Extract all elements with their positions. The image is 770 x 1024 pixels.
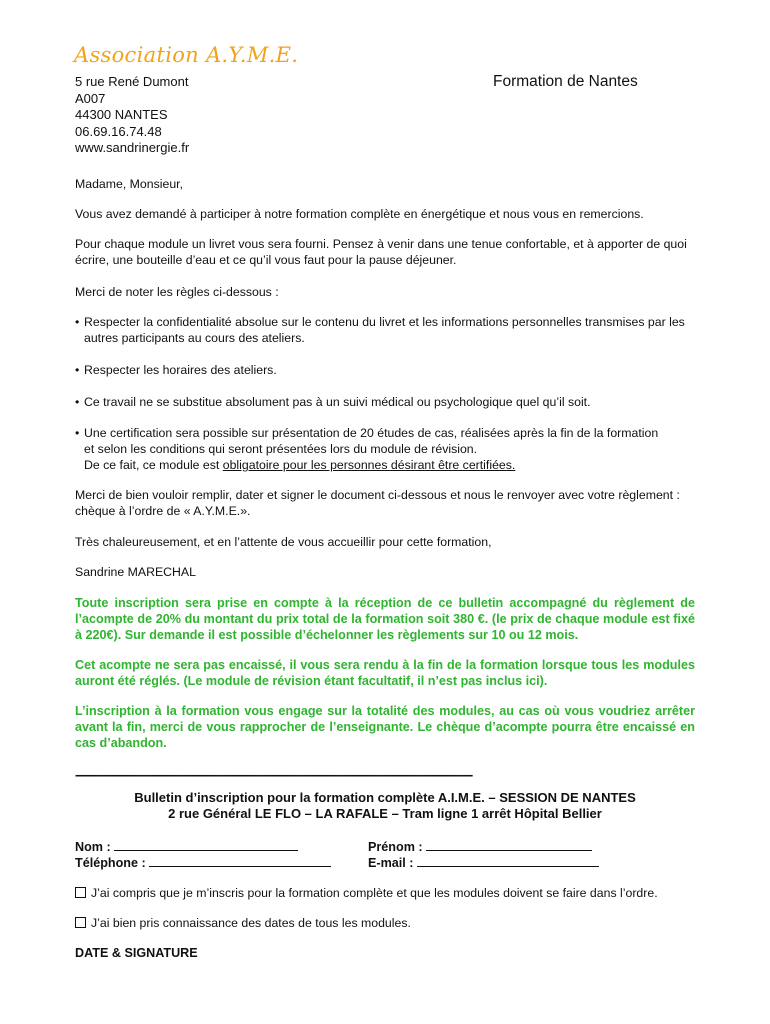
checkbox-square[interactable] xyxy=(75,887,86,898)
date-signature-label: DATE & SIGNATURE xyxy=(75,946,198,960)
bullet-mark: • xyxy=(75,426,80,440)
rule-text-underlined: obligatoire pour les personnes désirant être certifiées. xyxy=(222,458,516,472)
nom-field[interactable] xyxy=(75,838,298,855)
paragraph-instructions: Merci de bien vouloir remplir, dater et signer le document ci-dessous et nous le renvoyer avec votre règlement : chèque à l’ordre de « A.Y.M.E.». xyxy=(75,488,680,518)
rule-text-line3: De ce fait, ce module est xyxy=(84,458,223,472)
email-input-line[interactable] xyxy=(417,854,599,867)
prenom-label: Prénom : xyxy=(368,840,423,854)
paragraph-closing: Très chaleureusement, et en l’attente de vous accueillir pour cette formation, xyxy=(75,535,492,549)
email-label: E-mail : xyxy=(368,856,414,870)
checkbox-label: J’ai bien pris connaissance des dates de tous les modules. xyxy=(91,916,411,930)
rule-text: Ce travail ne se substitue absolument pas à un suivi médical ou psychologique quel qu’il soit. xyxy=(84,395,591,409)
rule-confidentiality xyxy=(75,314,697,346)
rule-text: Respecter la confidentialité absolue sur le contenu du livret et les informations personnelles transmises par les autres participants au cours des ateliers. xyxy=(84,315,685,345)
paragraph-intro: Vous avez demandé à participer à notre formation complète en énergétique et nous vous en remercions. xyxy=(75,207,644,221)
association-logo: Association A.Y.M.E. xyxy=(74,43,299,67)
prenom-field[interactable] xyxy=(368,838,592,855)
notice-commitment: L’inscription à la formation vous engage sur la totalité des modules, au cas où vous voudriez arrêter avant la fin, merci de vous rapprocher de l’enseignante. Le chèque d’acompte pourra être encaissé en cas d’abandon. xyxy=(75,704,695,750)
rule-schedule xyxy=(75,362,697,378)
address-website: www.sandrinergie.fr xyxy=(75,140,190,155)
telephone-label: Téléphone : xyxy=(75,856,146,870)
bulletin-address: 2 rue Général LE FLO – LA RAFALE – Tram ligne 1 arrêt Hôpital Bellier xyxy=(168,806,602,821)
prenom-input-line[interactable] xyxy=(426,838,592,851)
salutation: Madame, Monsieur, xyxy=(75,177,183,191)
rule-not-medical xyxy=(75,394,697,410)
nom-input-line[interactable] xyxy=(114,838,298,851)
rule-certification xyxy=(75,425,697,473)
notice-registration: Toute inscription sera prise en compte à la réception de ce bulletin accompagné du règlement de l’acompte de 20% du montant du prix total de la formation soit 380 €. (le prix de chaque module est fixé à 220€). Sur demande il est possible d’échelonner les règlements sur 10 ou 12 mois. xyxy=(75,596,695,642)
email-field[interactable] xyxy=(368,854,599,871)
notice-deposit: Cet acompte ne sera pas encaissé, il vous sera rendu à la fin de la formation lorsque tous les modules auront été réglés. (Le module de révision étant facultatif, il n’est pas inclus ici). xyxy=(75,658,695,688)
rule-text: Respecter les horaires des ateliers. xyxy=(84,363,277,377)
telephone-input-line[interactable] xyxy=(149,854,331,867)
address-city: 44300 NANTES xyxy=(75,107,168,122)
address-phone: 06.69.16.74.48 xyxy=(75,123,162,139)
cut-line-separator: -------------------------------------------------------------------------------------------------------------------------------------- xyxy=(75,769,472,781)
bullet-mark: • xyxy=(75,395,80,409)
checkbox-label: J’ai compris que je m’inscris pour la formation complète et que les modules doivent se faire dans l’ordre. xyxy=(91,886,658,900)
bullet-mark: • xyxy=(75,315,80,329)
telephone-field[interactable] xyxy=(75,854,331,871)
address-street: 5 rue René Dumont xyxy=(75,74,189,89)
bullet-mark: • xyxy=(75,363,80,377)
nom-label: Nom : xyxy=(75,840,111,854)
formation-title: Formation de Nantes xyxy=(493,73,638,90)
paragraph-livret: Pour chaque module un livret vous sera fourni. Pensez à venir dans une tenue confortable, et à apporter de quoi écrire, une bouteille d’eau et ce qu’il vous faut pour la pause déjeuner. xyxy=(75,237,687,267)
bulletin-title: Bulletin d’inscription pour la formation complète A.I.M.E. – SESSION DE NANTES xyxy=(134,790,636,805)
rule-text-line1: Une certification sera possible sur présentation de 20 études de cas, réalisées après la fin de la formation xyxy=(84,426,659,440)
rule-text-line2: et selon les conditions qui seront présentées lors du module de révision. xyxy=(84,442,478,456)
checkbox-full-course[interactable] xyxy=(75,885,658,901)
checkbox-dates[interactable] xyxy=(75,915,411,931)
paragraph-rules-intro: Merci de noter les règles ci-dessous : xyxy=(75,285,279,299)
sender-address xyxy=(75,74,189,157)
signature-name: Sandrine MARECHAL xyxy=(75,565,196,579)
checkbox-square[interactable] xyxy=(75,917,86,928)
address-unit: A007 xyxy=(75,90,106,106)
